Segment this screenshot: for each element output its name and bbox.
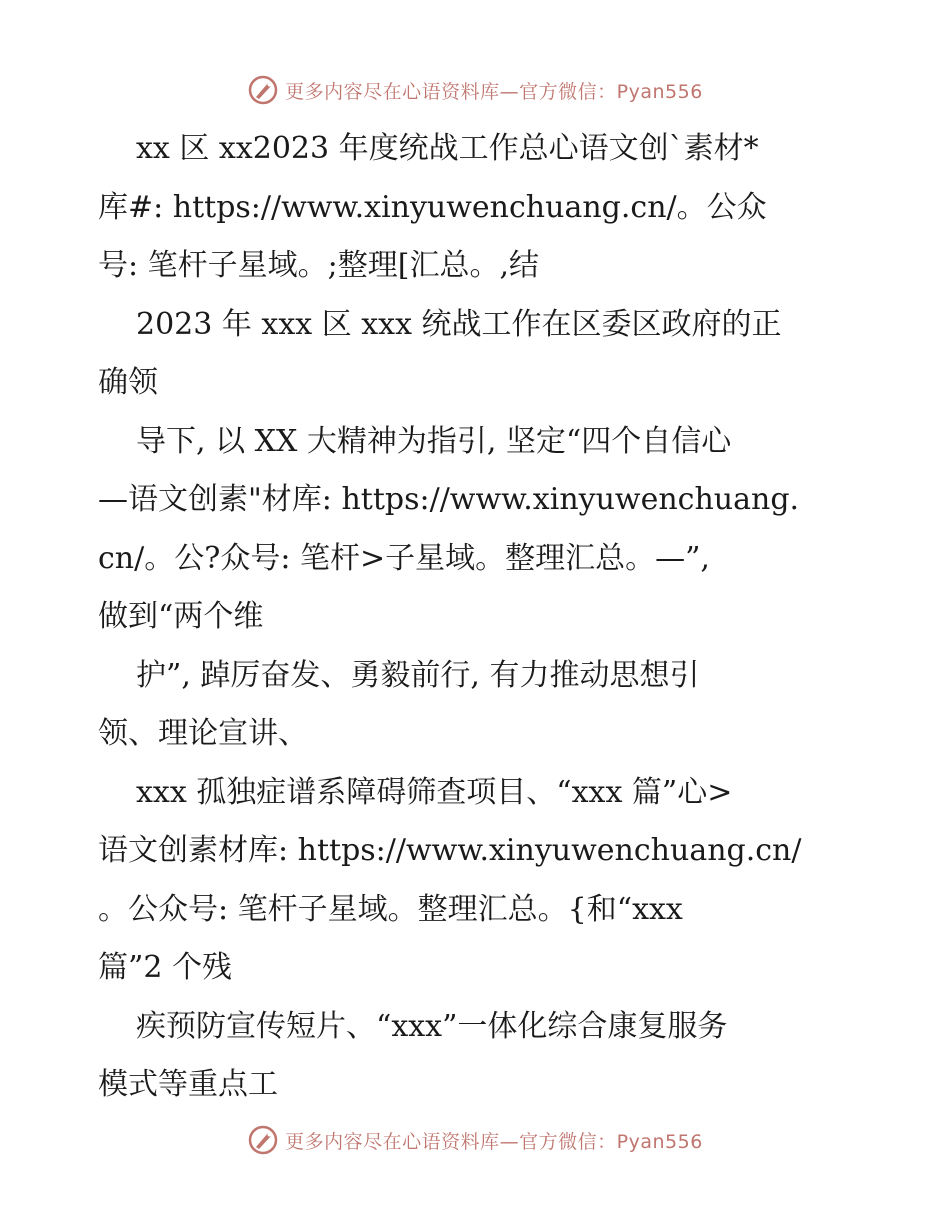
- footer-watermark-text: 更多内容尽在心语资料库—官方微信：Pyan556: [285, 1130, 703, 1153]
- header-watermark-text: 更多内容尽在心语资料库—官方微信：Pyan556: [285, 80, 703, 103]
- pen-nib-logo-icon: [247, 1124, 279, 1156]
- footer-watermark-banner: [0, 1120, 950, 1160]
- text-line: 护”, 踔厉奋发、勇毅前行, 有力推动思想引: [136, 657, 700, 693]
- text-line: cn/。公?众号: 笔杆>子星域。整理汇总。—”,: [98, 540, 710, 576]
- text-line: 疾预防宣传短片、“xxx”一体化综合康复服务: [136, 1008, 728, 1044]
- text-line: 做到“两个维: [98, 599, 264, 634]
- text-line: 确领: [98, 365, 158, 400]
- text-line: 篇”2 个残: [98, 950, 232, 985]
- header-watermark-banner: [0, 70, 950, 110]
- text-line: 领、理论宣讲、: [98, 716, 308, 751]
- text-line: —语文创素"材库: https://www.xinyuwenchuang.: [98, 482, 800, 517]
- pen-nib-logo-icon: [247, 74, 279, 106]
- text-line: 模式等重点工: [98, 1067, 278, 1102]
- text-line: 语文创素材库: https://www.xinyuwenchuang.cn/: [98, 833, 802, 868]
- text-line: 导下, 以 XX 大精神为指引, 坚定“四个自信心: [136, 423, 732, 459]
- text-line: 2023 年 xxx 区 xxx 统战工作在区委区政府的正: [136, 306, 782, 342]
- document-body: [98, 120, 858, 1115]
- text-line: 库#: https://www.xinyuwenchuang.cn/。公众: [98, 189, 767, 225]
- text-line: 号: 笔杆子星域。;整理[汇总。,结: [98, 248, 539, 283]
- text-line: xx 区 xx2023 年度统战工作总心语文创`素材*: [136, 131, 759, 166]
- text-line: xxx 孤独症谱系障碍筛查项目、“xxx 篇”心>: [136, 774, 733, 810]
- text-line: 。公众号: 笔杆子星域。整理汇总。{和“xxx: [98, 891, 683, 927]
